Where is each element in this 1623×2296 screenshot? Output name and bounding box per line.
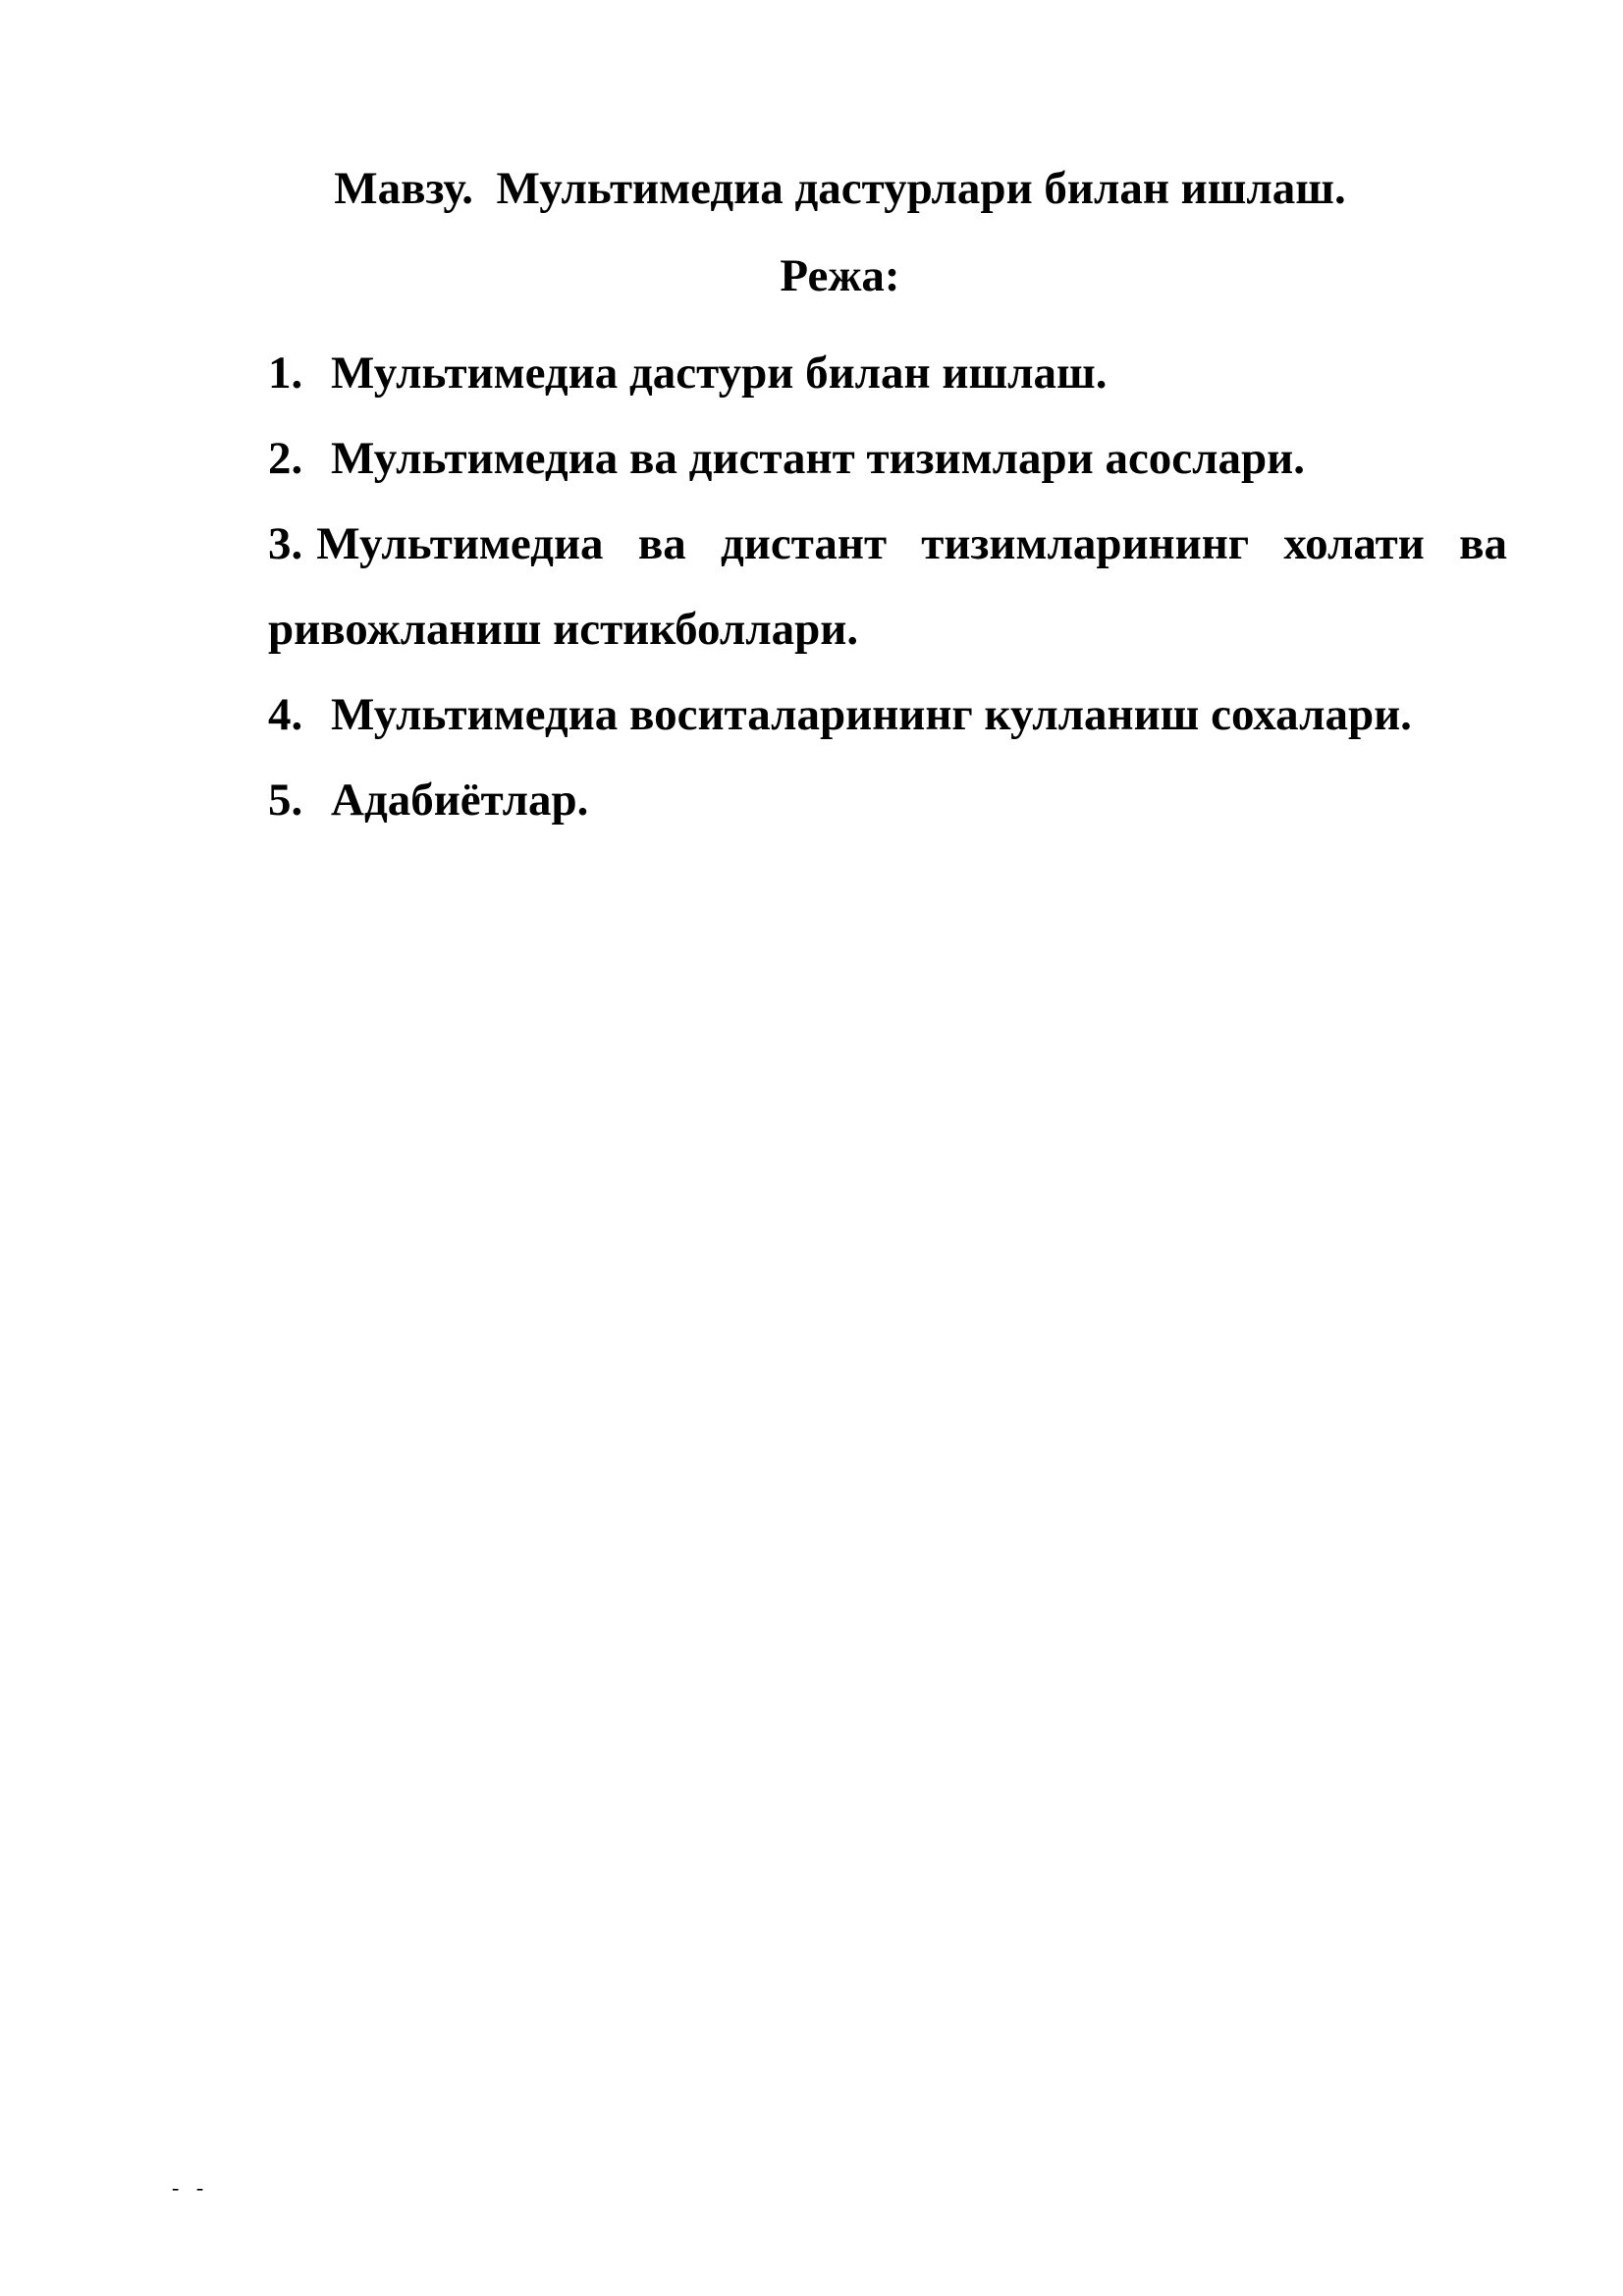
plan-item-text: Мультимедиа ва дистант тизимлари асослари. xyxy=(331,433,1306,484)
plan-item-number: 3. xyxy=(268,518,303,569)
plan-item-3 xyxy=(268,502,1507,672)
plan-item-number: 1. xyxy=(268,347,303,399)
plan-item-text: Мультимедиа воситаларининг кулланиш сохалари. xyxy=(331,689,1412,740)
plan-list xyxy=(268,331,1507,843)
plan-item-text: Адабиётлар. xyxy=(331,774,589,826)
plan-item-2 xyxy=(268,416,1507,502)
plan-item-text: Мультимедиа дастури билан ишлаш. xyxy=(331,347,1108,399)
plan-item-number: 5. xyxy=(268,774,303,826)
plan-item-number: 4. xyxy=(268,689,303,740)
plan-heading: Режа: xyxy=(780,250,900,301)
plan-item-5 xyxy=(268,758,1507,843)
plan-item-text: Мультимедиа ва дистант тизимларининг холати ва ривожланиш истикболлари. xyxy=(268,518,1507,655)
plan-item-1 xyxy=(268,331,1507,416)
plan-item-number: 2. xyxy=(268,433,303,484)
plan-item-4 xyxy=(268,672,1507,758)
footer-mark: - - xyxy=(172,2175,210,2200)
page-title: Мавзу. Мультимедиа дастурлари билан ишлаш. xyxy=(334,163,1346,214)
